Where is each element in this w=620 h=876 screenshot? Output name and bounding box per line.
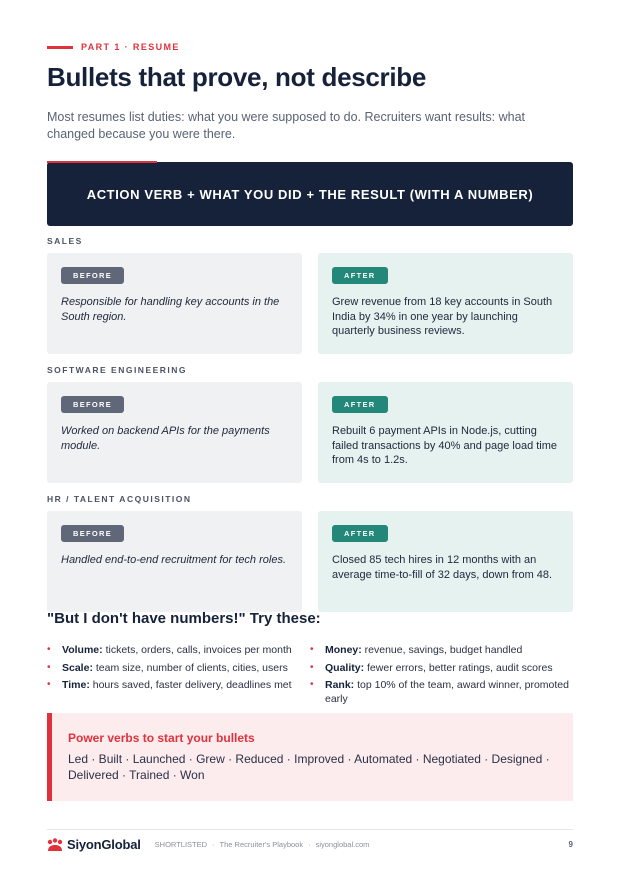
tip-term: Scale: <box>62 661 93 674</box>
tips-column-left <box>47 643 310 710</box>
before-badge: BEFORE <box>61 525 124 542</box>
tip-text: team size, number of clients, cities, users <box>92 661 288 674</box>
after-card <box>318 253 573 354</box>
category-label: SALES <box>47 236 83 246</box>
after-text: Grew revenue from 18 key accounts in South India by 34% in one year by launching quarterly business reviews. <box>332 296 553 337</box>
after-card <box>318 382 573 483</box>
bullet-dot-icon: • <box>310 679 314 690</box>
tip-term: Quality: <box>325 661 365 674</box>
tip-text: hours saved, faster delivery, deadlines met <box>89 679 292 691</box>
formula-banner <box>47 162 573 226</box>
brand-logo <box>47 837 141 852</box>
tip-text: revenue, savings, budget handled <box>361 644 523 656</box>
book-name: The Recruiter's Playbook <box>219 840 304 849</box>
eyebrow-accent-bar <box>47 46 73 49</box>
before-badge: BEFORE <box>61 396 124 413</box>
after-badge: AFTER <box>332 267 388 284</box>
footer-separator: · <box>212 840 215 849</box>
after-card <box>318 511 573 612</box>
before-text: Handled end-to-end recruitment for tech roles. <box>61 554 287 566</box>
metric-tips <box>47 643 573 710</box>
bullet-dot-icon: • <box>47 661 51 673</box>
after-badge: AFTER <box>332 525 388 542</box>
before-card <box>47 382 302 483</box>
tip-term: Rank: <box>325 679 355 691</box>
after-text: Closed 85 tech hires in 12 months with an average time-to-fill of 32 days, down from 48. <box>332 554 553 581</box>
bullet-dot-icon: • <box>47 679 51 690</box>
tip-item <box>310 643 573 657</box>
power-verbs-list: Led · Built · Launched · Grew · Reduced · Improved · Automated · Negotiated · Designed · Delivered · Trained · Won <box>68 752 550 782</box>
footer-separator: · <box>308 840 311 849</box>
power-verbs-callout <box>47 713 573 801</box>
bullet-dot-icon: • <box>310 661 314 673</box>
section-eyebrow <box>47 42 180 52</box>
site-link: siyonglobal.com <box>315 840 370 849</box>
tip-item <box>47 643 310 657</box>
brand-name: SiyonGlobal <box>67 837 141 852</box>
tip-item <box>310 678 573 706</box>
tip-text: tickets, orders, calls, invoices per month <box>102 644 292 656</box>
footer-meta <box>155 840 370 849</box>
before-text: Worked on backend APIs for the payments module. <box>61 425 270 452</box>
power-verbs-title: Power verbs to start your bullets <box>68 731 255 745</box>
tip-text: top 10% of the team, award winner, promoted early <box>325 679 569 705</box>
formula-accent-bar <box>47 161 157 163</box>
brand-mark-icon <box>47 838 63 852</box>
before-text: Responsible for handling key accounts in the South region. <box>61 296 280 323</box>
tip-text: fewer errors, better ratings, audit scores <box>364 661 553 674</box>
tip-term: Time: <box>62 679 90 691</box>
tip-term: Volume: <box>62 644 103 656</box>
before-badge: BEFORE <box>61 267 124 284</box>
category-label: SOFTWARE ENGINEERING <box>47 365 188 375</box>
formula-text: ACTION VERB + WHAT YOU DID + THE RESULT (WITH A NUMBER) <box>86 186 534 202</box>
tip-item <box>47 661 310 675</box>
page-title: Bullets that prove, not describe <box>47 62 427 92</box>
before-card <box>47 511 302 612</box>
tip-term: Money: <box>325 644 362 656</box>
tips-column-right <box>310 643 573 710</box>
series-name: SHORTLISTED <box>154 840 208 849</box>
after-badge: AFTER <box>332 396 388 413</box>
numbers-heading: "But I don't have numbers!" Try these: <box>47 610 321 627</box>
bullet-dot-icon: • <box>47 644 51 655</box>
page-number: 9 <box>568 840 573 849</box>
page-footer <box>47 837 573 852</box>
tip-item <box>47 678 310 692</box>
category-label: HR / TALENT ACQUISITION <box>47 494 192 504</box>
before-card <box>47 253 302 354</box>
bullet-dot-icon: • <box>310 644 314 655</box>
tip-item <box>310 661 573 675</box>
after-text: Rebuilt 6 payment APIs in Node.js, cutting failed transactions by 40% and page load time from 4s to 1.2s. <box>332 425 558 466</box>
footer-divider <box>47 829 573 830</box>
lead-paragraph: Most resumes list duties: what you were supposed to do. Recruiters want results: what changed because you were there. <box>47 110 525 141</box>
eyebrow-label: PART 1 · RESUME <box>81 42 180 52</box>
